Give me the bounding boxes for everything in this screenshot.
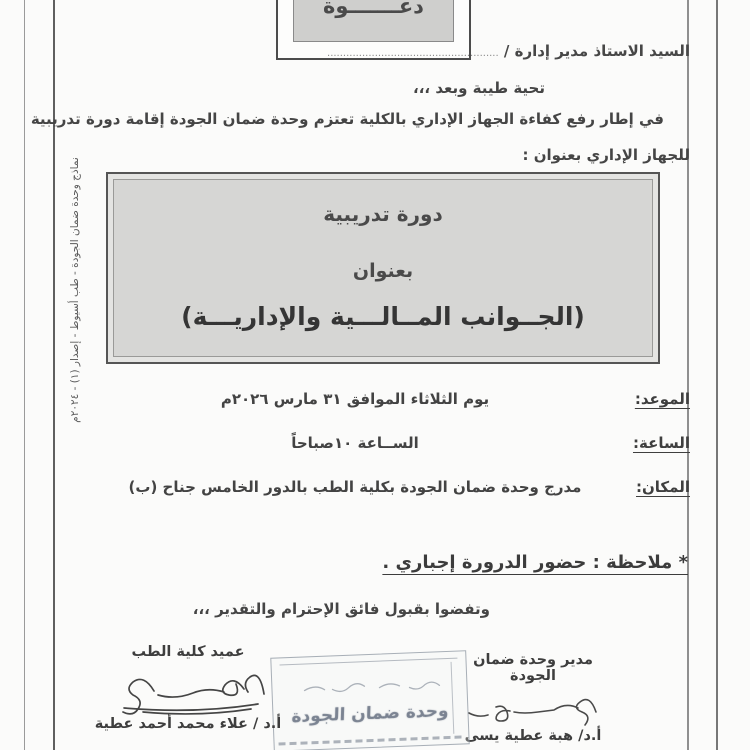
signature-block-dean [88, 644, 288, 732]
dean-signature [96, 660, 281, 716]
greeting-line: تحية طيبة وبعد ،،، [413, 79, 545, 97]
margin-form-code: نماذج وحدة ضمان الجودة - طب أسيوط - إصدار (١) - ٢٠٢٤م [69, 157, 81, 423]
date-value: يوم الثلاثاء الموافق ٣١ مارس ٢٠٢٦م [220, 390, 490, 408]
course-announcement-inner [113, 179, 653, 357]
addressee-fill-dots: ...................................................... [327, 48, 499, 59]
course-title: (الجــوانب المــالـــية والإداريـــة) [181, 302, 585, 331]
quality-director-signature [458, 684, 608, 728]
place-label: المكان: [636, 478, 690, 496]
closing-salutation: وتفضوا بقبول فائق الإحترام والتقدير ،،، [192, 600, 490, 618]
time-label: الساعة: [632, 434, 690, 452]
stamp-scribble [294, 675, 445, 699]
quality-unit-stamp [270, 650, 469, 750]
addressee-line [90, 42, 690, 60]
quality-director-title: مدير وحدة ضمان الجودة [473, 652, 593, 684]
stamp-text: وحدة ضمان الجودة [291, 700, 450, 728]
addressee-label: السيد الاستاذ مدير إدارة / [503, 42, 690, 60]
place-value: مدرج وحدة ضمان الجودة بكلية الطب بالدور الخامس جناح (ب) [128, 478, 582, 496]
dean-title: عميد كلية الطب [131, 644, 245, 660]
course-kind: دورة تدريبية [323, 202, 443, 226]
invitation-title: دعـــــــوة [293, 0, 454, 42]
page-frame-right-inner-line [687, 0, 689, 750]
signature-block-quality-director [448, 652, 618, 744]
quality-director-name: أ.د/ هبة عطية يسى [464, 728, 602, 744]
page-frame-right-outer-line [716, 0, 718, 750]
detail-row-place [100, 478, 690, 496]
detail-row-date [100, 390, 690, 408]
event-details [100, 390, 690, 522]
course-announcement-box [106, 172, 660, 364]
stamp-inner-line [451, 662, 455, 734]
page-frame-left-outer-line [24, 0, 25, 750]
detail-row-time [100, 434, 690, 452]
time-value: الســاعة ١٠صباحاً [291, 434, 419, 452]
course-title-label: بعنوان [352, 260, 414, 282]
mandatory-attendance-note: * ملاحظة : حضور الدرورة إجباري . [382, 552, 688, 573]
date-label: الموعد: [634, 390, 690, 408]
body-paragraph-line1: في إطار رفع كفاءة الجهاز الإداري بالكلية تعتزم وحدة ضمان الجودة إقامة دورة تدريبية [30, 110, 664, 128]
dean-name: أ.د / علاء محمد أحمد عطية [94, 716, 282, 732]
body-paragraph-line2: للجهاز الإداري بعنوان : [522, 146, 690, 164]
